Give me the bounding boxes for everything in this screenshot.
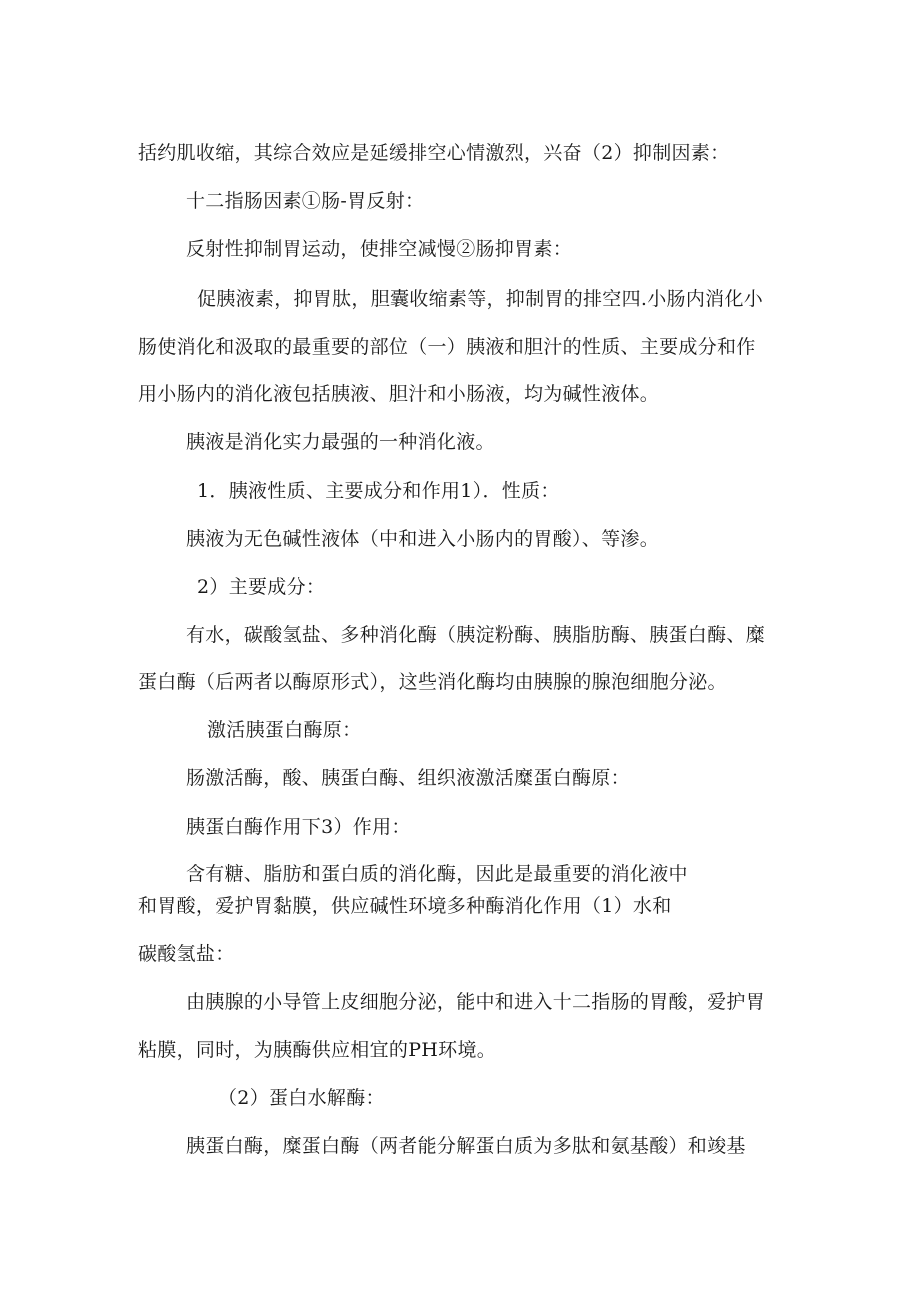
text-line: 蛋白酶（后两者以酶原形式），这些消化酶均由胰腺的腺泡细胞分泌。 — [138, 671, 727, 693]
text-line: 胰液是消化实力最强的一种消化液。 — [186, 431, 495, 453]
text-line: 2）主要成分： — [197, 576, 326, 598]
text-line: 由胰腺的小导管上皮细胞分泌，能中和进入十二指肠的胃酸，爱护胃 — [186, 991, 766, 1013]
text-line: 碳酸氢盐： — [138, 943, 235, 965]
text-line: 含有糖、脂肪和蛋白质的消化酶，因此是最重要的消化液中 — [186, 863, 688, 885]
text-line: 激活胰蛋白酶原： — [207, 719, 362, 741]
text-line: 胰蛋白酶，糜蛋白酶（两者能分解蛋白质为多肽和氨基酸）和竣基 — [186, 1135, 746, 1157]
text-line: 用小肠内的消化液包括胰液、胆汁和小肠液，均为碱性液体。 — [138, 383, 660, 405]
text-line: 有水，碳酸氢盐、多种消化酶（胰淀粉酶、胰脂肪酶、胰蛋白酶、糜 — [186, 624, 766, 646]
text-line: 粘膜，同时，为胰酶供应相宜的PH环境。 — [138, 1039, 497, 1061]
text-line: 胰液为无色碱性液体（中和进入小肠内的胃酸）、等渗。 — [186, 528, 660, 550]
text-line: 胰蛋白酶作用下3）作用： — [186, 816, 411, 838]
text-line: 肠激活酶，酸、胰蛋白酶、组织液激活糜蛋白酶原： — [186, 767, 630, 789]
text-line: 十二指肠因素①肠-胃反射： — [186, 190, 425, 212]
text-line: 肠使消化和汲取的最重要的部位（一）胰液和胆汁的性质、主要成分和作 — [138, 336, 756, 358]
text-line: （2）蛋白水解酶： — [218, 1087, 385, 1109]
text-line: 反射性抑制胃运动，使排空减慢②肠抑胃素： — [186, 238, 573, 260]
text-line: 和胃酸，爱护胃黏膜，供应碱性环境多种酶消化作用（1）水和 — [138, 895, 672, 917]
text-line: 促胰液素，抑胃肽，胆囊收缩素等，抑制胃的排空四.小肠内消化小 — [197, 288, 764, 310]
text-line: 1．胰液性质、主要成分和作用1）．性质： — [197, 480, 560, 502]
text-line: 括约肌收缩，其综合效应是延缓排空心情激烈，兴奋（2）抑制因素： — [138, 142, 730, 164]
